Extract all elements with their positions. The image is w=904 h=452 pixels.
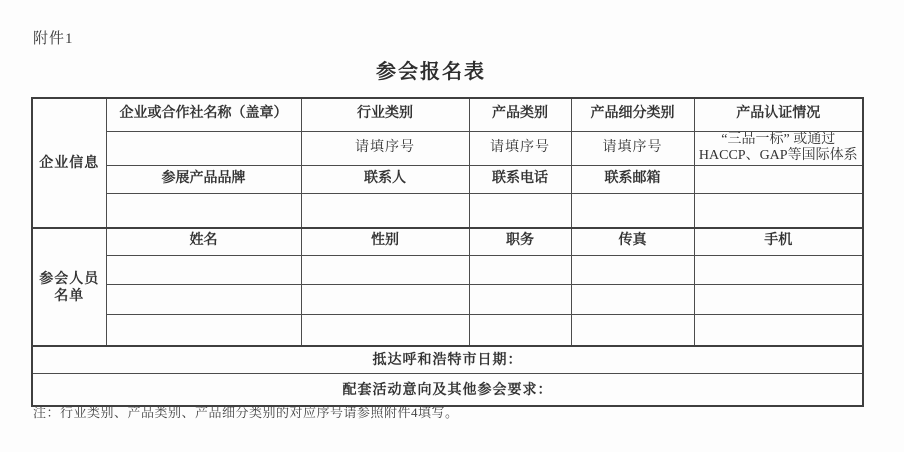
col-header-contact-phone: 联系电话 <box>469 166 571 194</box>
participant-input-cell <box>694 285 863 315</box>
participant-input-cell <box>469 285 571 315</box>
requirements-label: 配套活动意向及其他参会要求： <box>32 374 863 406</box>
participant-input-cell <box>571 315 694 346</box>
col-header-position: 职务 <box>469 228 571 256</box>
participant-input-cell <box>301 285 469 315</box>
col-header-product-category: 产品类别 <box>469 98 571 131</box>
participant-input-cell <box>571 256 694 285</box>
input-cell-company-name <box>106 131 301 166</box>
input-cell-contact-person <box>301 194 469 228</box>
placeholder-industry-serial: 请填序号 <box>301 131 469 166</box>
input-cell-blank <box>694 194 863 228</box>
col-header-fax: 传真 <box>571 228 694 256</box>
participant-input-cell <box>106 285 301 315</box>
participant-input-cell <box>469 315 571 346</box>
input-cell-certification <box>694 166 863 194</box>
participant-row <box>32 256 863 285</box>
col-header-contact-person: 联系人 <box>301 166 469 194</box>
input-cell-contact-email <box>571 194 694 228</box>
enterprise-header-row <box>32 98 863 131</box>
participant-input-cell <box>106 315 301 346</box>
section-label-enterprise: 企业信息 <box>32 98 106 228</box>
footnote: 注：行业类别、产品类别、产品细分类别的对应序号请参照附件4填写。 <box>33 405 459 420</box>
arrival-date-row <box>32 346 863 374</box>
arrival-date-label: 抵达呼和浩特市日期： <box>32 346 863 374</box>
participants-header-row <box>32 228 863 256</box>
placeholder-subcategory-serial: 请填序号 <box>571 131 694 166</box>
participant-input-cell <box>694 315 863 346</box>
col-header-company-name: 企业或合作社名称（盖章） <box>106 98 301 131</box>
placeholder-certification: “三品一标” 或通过HACCP、GAP等国际体系 <box>694 131 863 166</box>
col-header-product-subcategory: 产品细分类别 <box>571 98 694 131</box>
col-header-gender: 性别 <box>301 228 469 256</box>
participant-input-cell <box>301 315 469 346</box>
participant-input-cell <box>469 256 571 285</box>
input-cell-exhibit-brand <box>106 194 301 228</box>
enterprise-fill-row <box>32 131 863 166</box>
attachment-label: 附件1 <box>33 31 74 47</box>
requirements-row <box>32 374 863 406</box>
participant-input-cell <box>106 256 301 285</box>
participant-row <box>32 315 863 346</box>
input-cell-contact-phone <box>469 194 571 228</box>
participant-row <box>32 285 863 315</box>
col-header-industry-category: 行业类别 <box>301 98 469 131</box>
registration-table <box>31 97 864 407</box>
participant-input-cell <box>301 256 469 285</box>
participant-input-cell <box>694 256 863 285</box>
contact-header-row <box>32 166 863 194</box>
col-header-exhibit-brand: 参展产品品牌 <box>106 166 301 194</box>
form-title: 参会报名表 <box>376 61 486 83</box>
contact-fill-row <box>32 194 863 228</box>
col-header-mobile: 手机 <box>694 228 863 256</box>
col-header-name: 姓名 <box>106 228 301 256</box>
col-header-contact-email: 联系邮箱 <box>571 166 694 194</box>
placeholder-product-serial: 请填序号 <box>469 131 571 166</box>
participant-input-cell <box>571 285 694 315</box>
section-label-participants: 参会人员名单 <box>32 228 106 346</box>
col-header-certification: 产品认证情况 <box>694 98 863 131</box>
